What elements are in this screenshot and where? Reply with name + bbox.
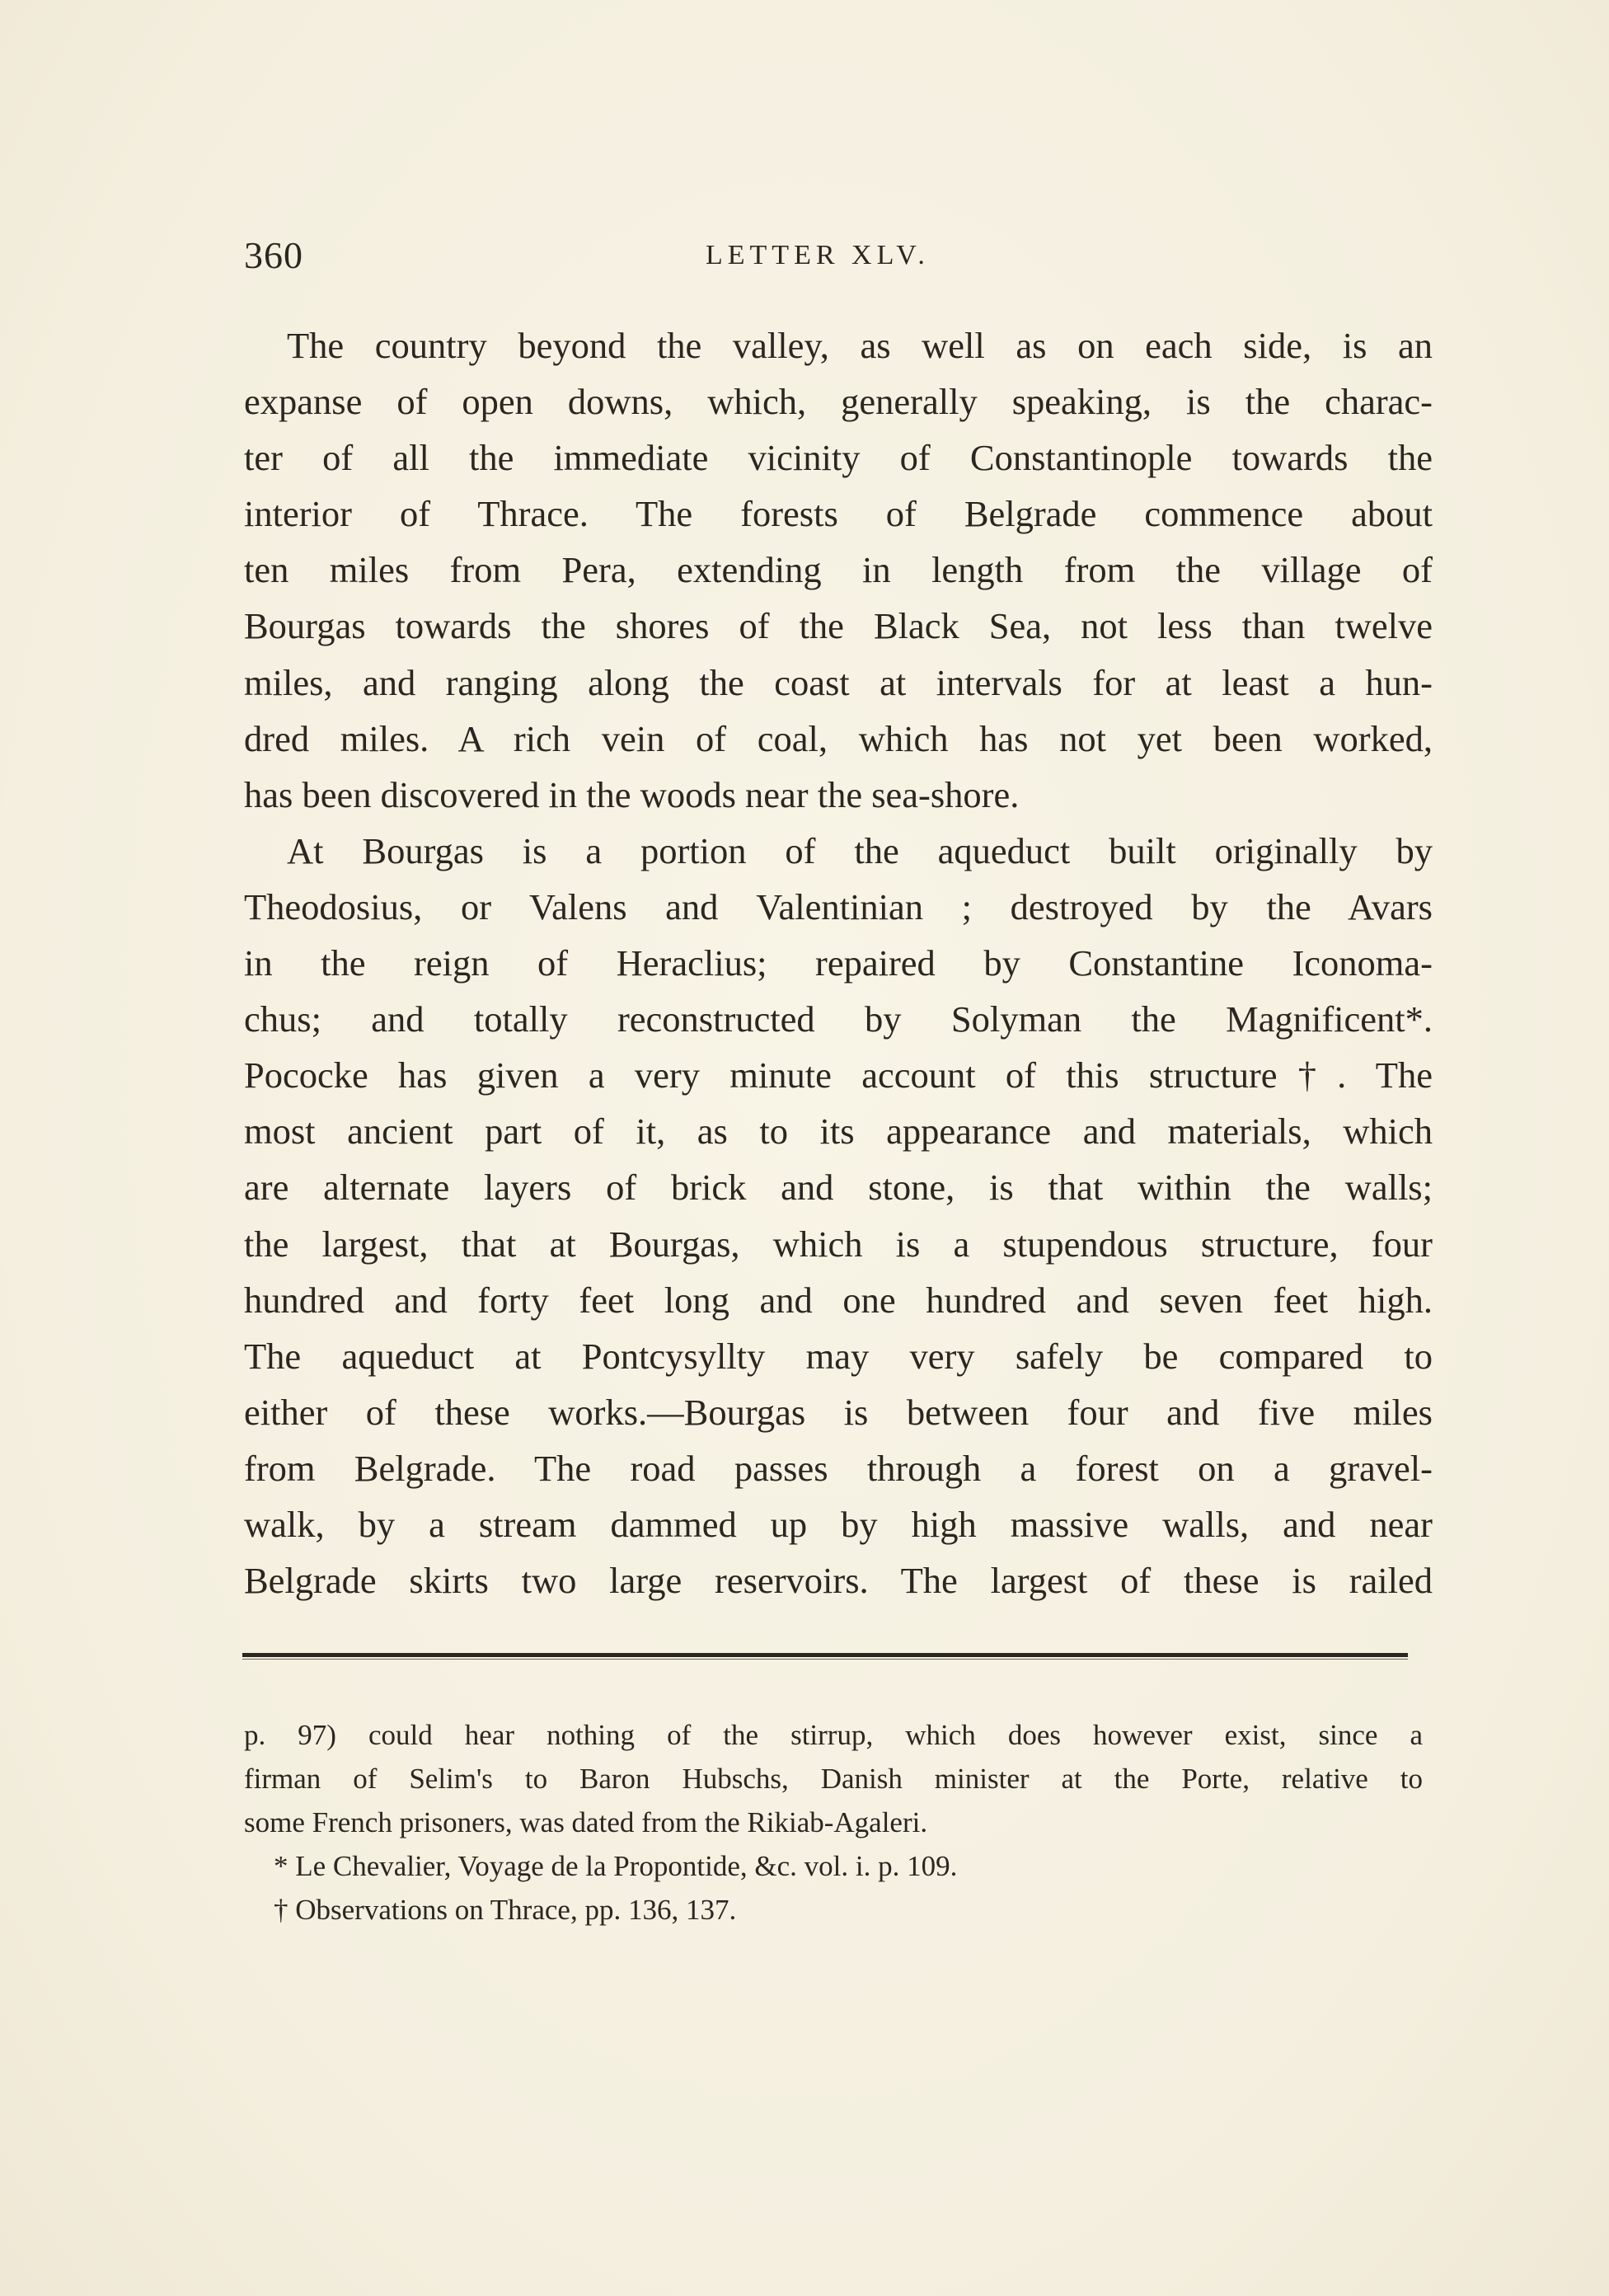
text-line: has been discovered in the woods near the sea-shore. [244,773,1020,815]
text-line: At Bourgas is a portion of the aqueduct built originally by [287,829,1433,871]
text-line: walk, by a stream dammed up by high massive walls, and near [244,1503,1433,1545]
text-line: expanse of open downs, which, generally speaking, is the charac- [244,381,1433,423]
page-header [244,233,1431,283]
footnote-line: p. 97) could hear nothing of the stirrup, which does however exist, since a [244,1719,1423,1751]
footnote-rule [242,1653,1408,1657]
text-line: The country beyond the valley, as well as on each side, is an [287,325,1433,366]
text-line: ten miles from Pera, extending in length from the village of [244,549,1433,591]
text-line: ter of all the immediate vicinity of Constantinople towards the [244,437,1433,479]
page-number: 360 [244,234,303,276]
running-head: LETTER XLV. [706,240,930,270]
text-line: Pococke has given a very minute account of this structure†. The [244,1054,1433,1096]
text-line: Theodosius, or Valens and Valentinian ; destroyed by the Avars [244,885,1433,927]
text-line: in the reign of Heraclius; repaired by Constantine Iconoma- [244,942,1433,984]
text-line: The aqueduct at Pontcysyllty may very safely be compared to [244,1335,1433,1377]
footnote-line: firman of Selim's to Baron Hubschs, Danish minister at the Porte, relative to [244,1763,1423,1795]
footnote-line: * Le Chevalier, Voyage de la Propontide, &c. vol. i. p. 109. [274,1850,958,1882]
footnote-line: † Observations on Thrace, pp. 136, 137. [274,1894,737,1926]
text-line: interior of Thrace. The forests of Belgrade commence about [244,493,1433,535]
text-line: miles, and ranging along the coast at intervals for at least a hun- [244,661,1433,703]
text-line: most ancient part of it, as to its appearance and materials, which [244,1110,1433,1153]
text-line: Belgrade skirts two large reservoirs. The largest of these is railed [244,1560,1433,1602]
body-text [244,317,1433,1608]
text-line: from Belgrade. The road passes through a forest on a gravel- [244,1447,1433,1489]
footnote-line: some French prisoners, was dated from the Rikiab-Agaleri. [244,1806,928,1838]
text-line: dred miles. A rich vein of coal, which has not yet been worked, [244,717,1433,759]
footnote-rule-thin [242,1659,1408,1660]
text-line: hundred and forty feet long and one hundred and seven feet high. [244,1279,1433,1321]
text-line: the largest, that at Bourgas, which is a stupendous structure, four [244,1223,1433,1265]
text-line: either of these works.—Bourgas is between four and five miles [244,1391,1433,1433]
footnotes [244,1713,1423,1932]
text-line: are alternate layers of brick and stone, is that within the walls; [244,1167,1433,1209]
text-line: chus; and totally reconstructed by Solyman the Magnificent*. [244,998,1433,1040]
text-line: Bourgas towards the shores of the Black Sea, not less than twelve [244,605,1433,647]
